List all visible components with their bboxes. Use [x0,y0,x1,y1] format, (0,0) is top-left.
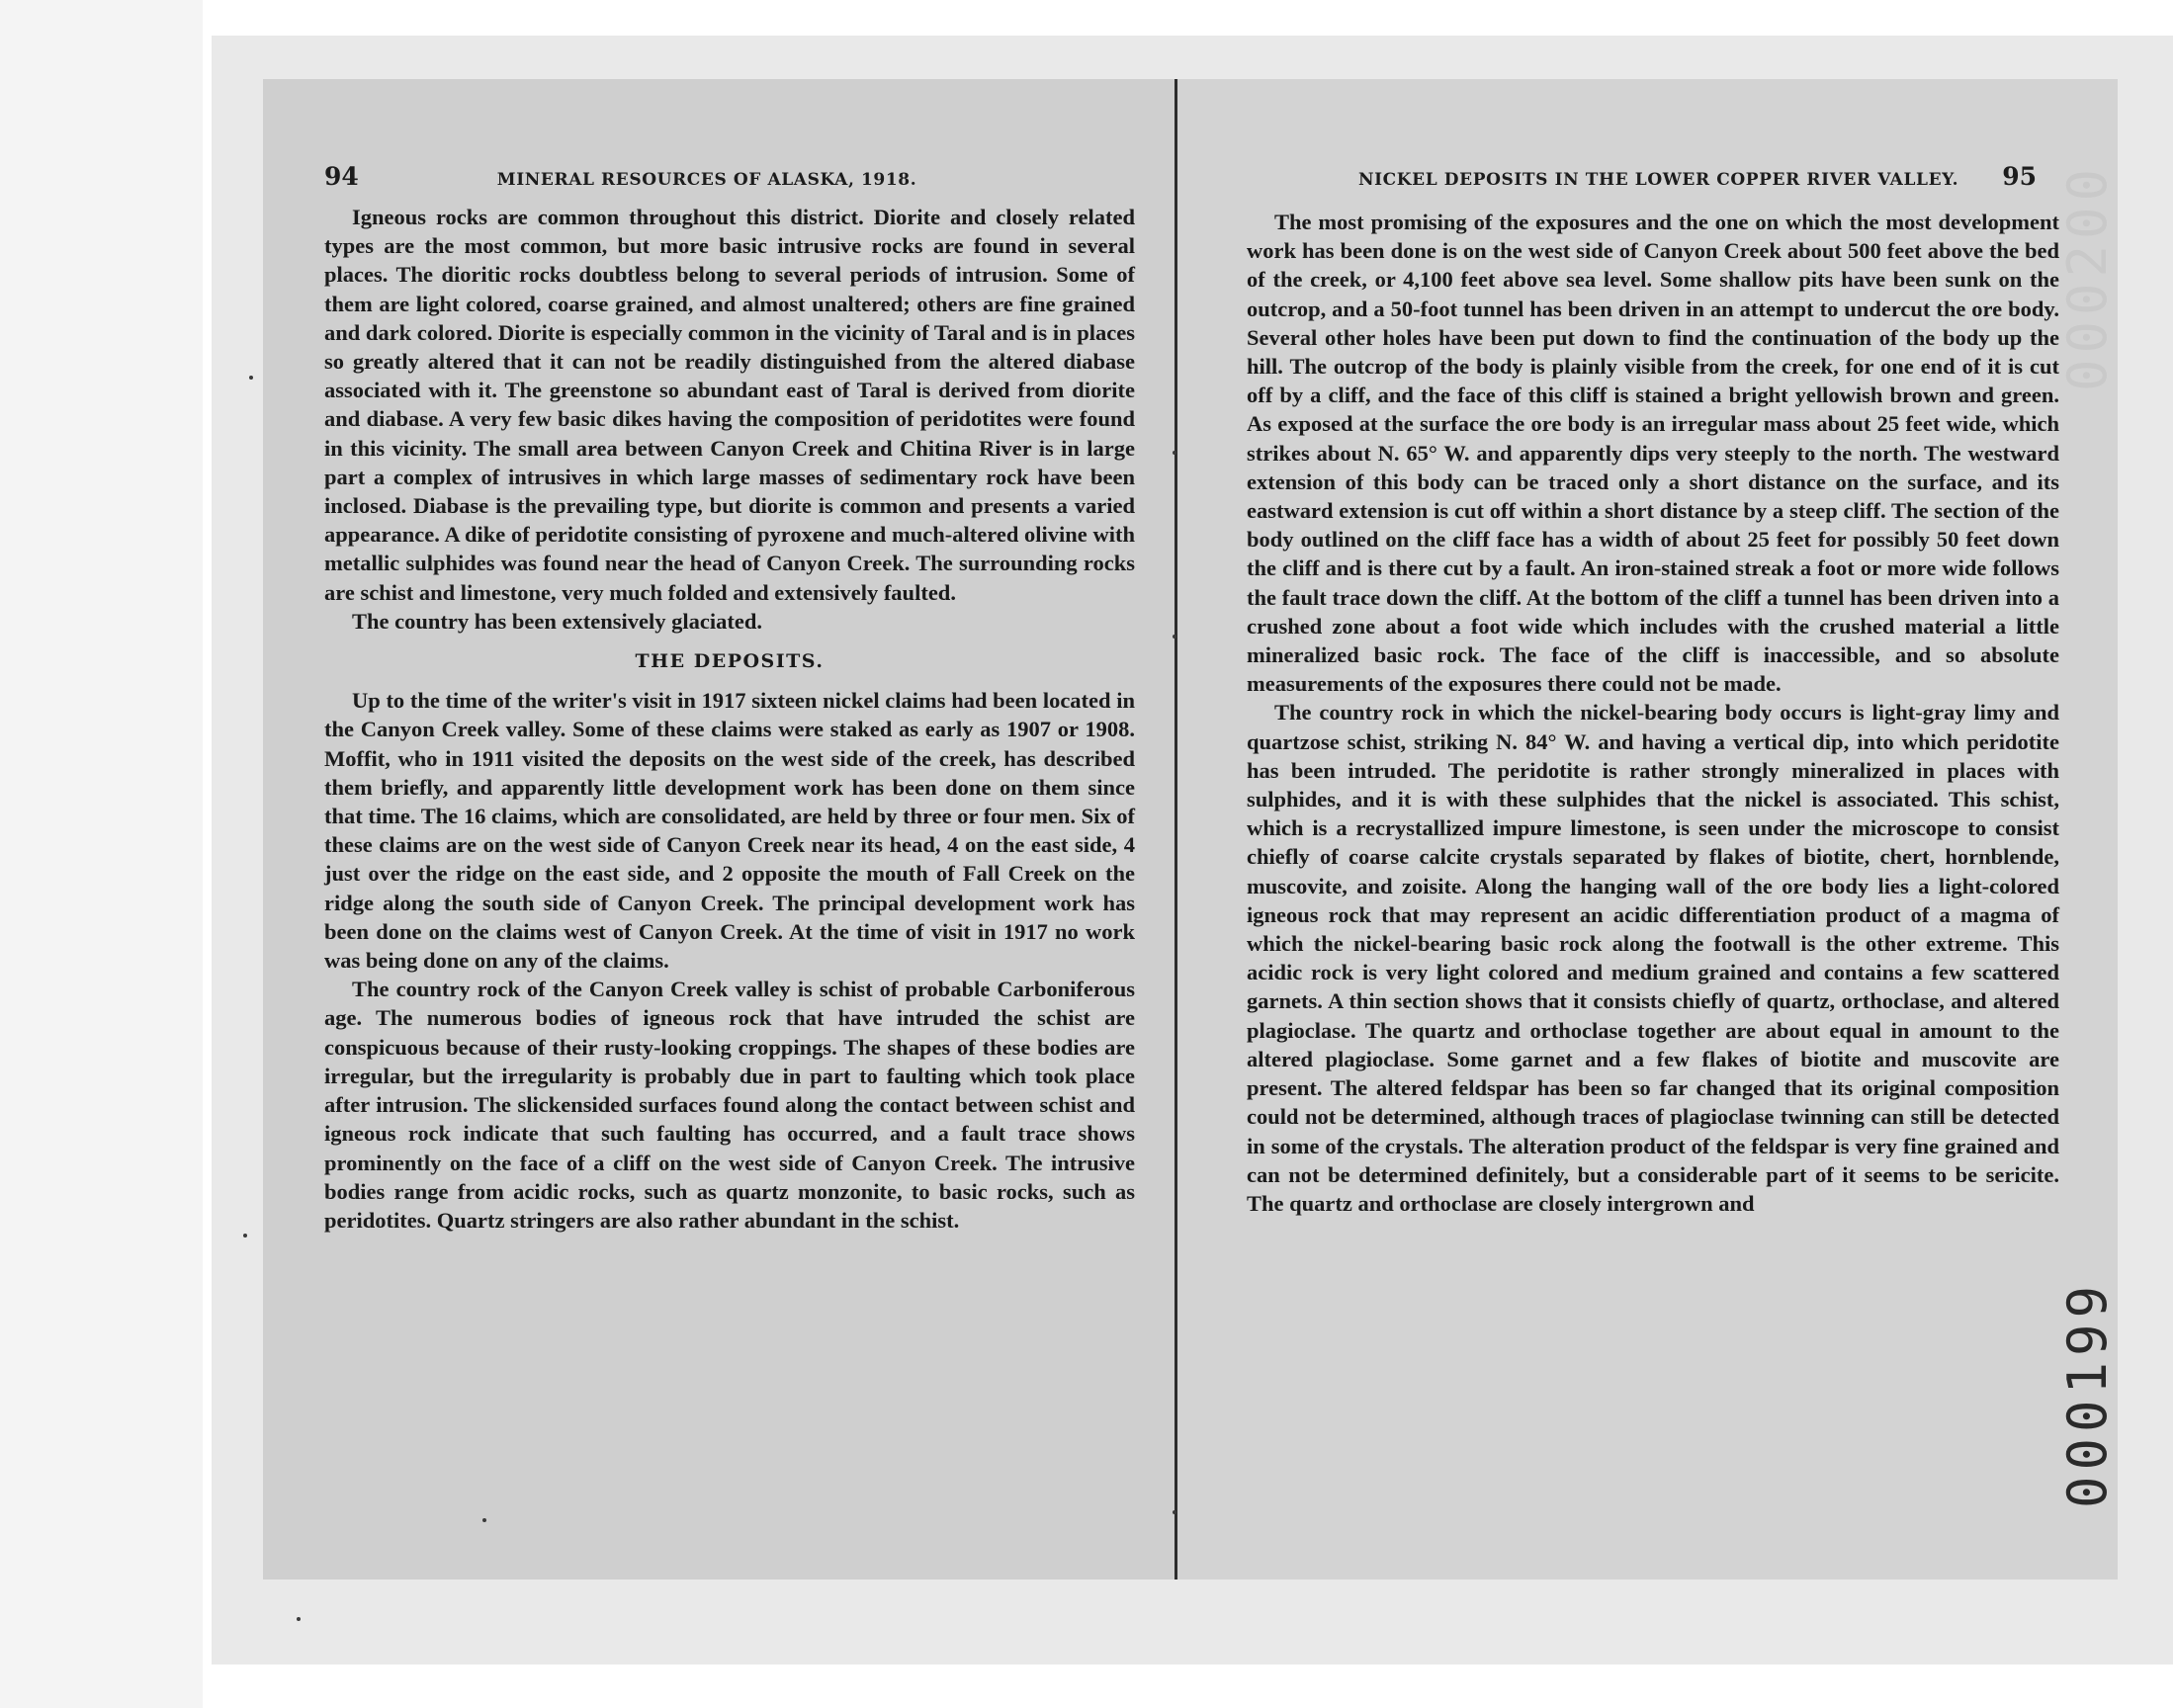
paragraph: Up to the time of the writer's visit in 1917 sixteen nickel claims had been located in the Canyon Creek valley. Some of these claims were staked as early as 1907 or 1908. Moffit, who in 1911 visited the deposits on the west side of the creek, has described them briefly, and apparently little development work has been done on them since that time. The 16 claims, which are consolidated, are held by three or four men. Six of these claims are on the west side of Canyon Creek near its head, 4 on the east side, 4 just over the ridge on the east side, and 2 opposite the mouth of Fall Creek on the ridge along the south side of Canyon Creek. The principal development work has been done on the claims west of Canyon Creek. At the time of visit in 1917 no work was being done on any of the claims. [324,688,1135,974]
right-page-number: 95 [2002,162,2037,191]
book-gutter [1174,79,1177,1580]
right-body-text [1247,208,2059,1218]
paragraph: The country rock in which the nickel-bearing body occurs is light-gray limy and quartzose schist, striking N. 84° W. and having a vertical dip, into which peridotite has been intruded. The peridotite is rather strongly mineralized in places with sulphides, and it is with these sulphides that the nickel is associated. This schist, which is a recrystallized impure limestone, is seen under the microscope to consist chiefly of coarse calcite crystals separated by flakes of biotite, chert, hornblende, muscovite, and zoisite. Along the hanging wall of the ore body lies a light-colored igneous rock that may represent an acidic differentiation product of a magma of which the nickel-bearing basic rock along the footwall is the other extreme. This acidic rock is very light colored and medium grained and contains a few scattered garnets. A thin section shows that it consists chiefly of quartz, orthoclase, and altered plagioclase. The quartz and orthoclase together are about equal in amount to the altered plagioclase. Some garnet and a few flakes of biotite and muscovite are present. The altered feldspar has been so far changed that its original composition could not be determined, although traces of plagioclase twinning can still be detected in some of the crystals. The alteration product of the feldspar is very fine grained and can not be determined definitely, but a considerable part of it seems to be sericite. The quartz and orthoclase are closely intergrown and [1247,700,2059,1216]
scan-speck [1173,1510,1176,1514]
scan-speck [249,376,253,380]
scan-speck [1173,451,1176,455]
left-running-title: MINERAL RESOURCES OF ALASKA, 1918. [496,170,917,190]
right-page [1178,79,2118,1580]
scan-speck [482,1518,486,1522]
left-body-text [324,203,1135,1235]
faint-page-stamp: 000200 [2056,162,2119,391]
right-running-title: NICKEL DEPOSITS IN THE LOWER COPPER RIVER VALLEY. [1357,170,1959,190]
section-heading: THE DEPOSITS. [635,650,825,673]
scanner-margin [0,0,203,1708]
page-stamp: 000199 [2056,1279,2119,1508]
right-running-header [1327,162,2037,196]
book-spread [263,79,2118,1580]
scan-speck [1173,635,1176,639]
scan-speck [243,1234,247,1238]
scan-speck [297,1617,301,1621]
paragraph: The country rock of the Canyon Creek valley is schist of probable Carboniferous age. The numerous bodies of igneous rock that have intruded the schist are conspicuous because of their rusty-looking croppings. The shapes of these bodies are irregular, but the irregularity is probably due in part to faulting which took place after intrusion. The slickensided surfaces found along the contact between schist and igneous rock indicate that such faulting has occurred, and a fault trace shows prominently on the face of a cliff on the west side of Canyon Creek. The intrusive bodies range from acidic rocks, such as quartz monzonite, to basic rocks, such as peridotites. Quartz stringers are also rather abundant in the schist. [324,977,1135,1233]
left-running-header [324,162,1171,196]
left-page [263,79,1176,1580]
paragraph: Igneous rocks are common throughout this district. Diorite and closely related types are the most common, but more basic intrusive rocks are found in several places. The dioritic rocks doubtless belong to several periods of intrusion. Some of them are light colored, coarse grained, and almost unaltered; others are fine grained and dark colored. Diorite is especially common in the vicinity of Taral and is in places so greatly altered that it can not be readily distinguished from the altered diabase associated with it. The greenstone so abundant east of Taral is derived from diorite and diabase. A very few basic dikes having the composition of peridotites were found in this vicinity. The small area between Canyon Creek and Chitina River is in large part a complex of intrusives in which large masses of sedimentary rock have been inclosed. Diabase is the prevailing type, but diorite is common and presents a varied appearance. A dike of peridotite consisting of pyroxene and much-altered olivine with metallic sulphides was found near the head of Canyon Creek. The surrounding rocks are schist and limestone, very much folded and extensively faulted. [324,205,1135,605]
left-page-number: 94 [324,162,359,191]
paragraph: The most promising of the exposures and the one on which the most development work has been done is on the west side of Canyon Creek about 500 feet above the bed of the creek, or 4,100 feet above sea level. Some shallow pits have been sunk on the outcrop, and a 50-foot tunnel has been driven in an attempt to undercut the ore body. Several other holes have been put down to find the continuation of the body up the hill. The outcrop of the body is plainly visible from the creek, for one end of it is cut off by a cliff, and the face of this cliff is stained a bright yellowish brown and green. As exposed at the surface the ore body is an irregular mass about 25 feet wide, which strikes about N. 65° W. and apparently dips very steeply to the north. The westward extension of this body can be traced only a short distance on the surface, and its eastward extension is cut off within a short distance by a steep cliff. The section of the body outlined on the cliff face has a width of about 25 feet for possibly 50 feet down the cliff and is there cut by a fault. An iron-stained streak a foot or more wide follows the fault trace down the cliff. At the bottom of the cliff a tunnel has been driven into a crushed zone about a foot wide which includes with the crushed material a little mineralized basic rock. The face of the cliff is inaccessible, and so absolute measurements of the exposures there could not be made. [1247,210,2059,697]
paragraph: The country has been extensively glaciated. [352,608,762,634]
